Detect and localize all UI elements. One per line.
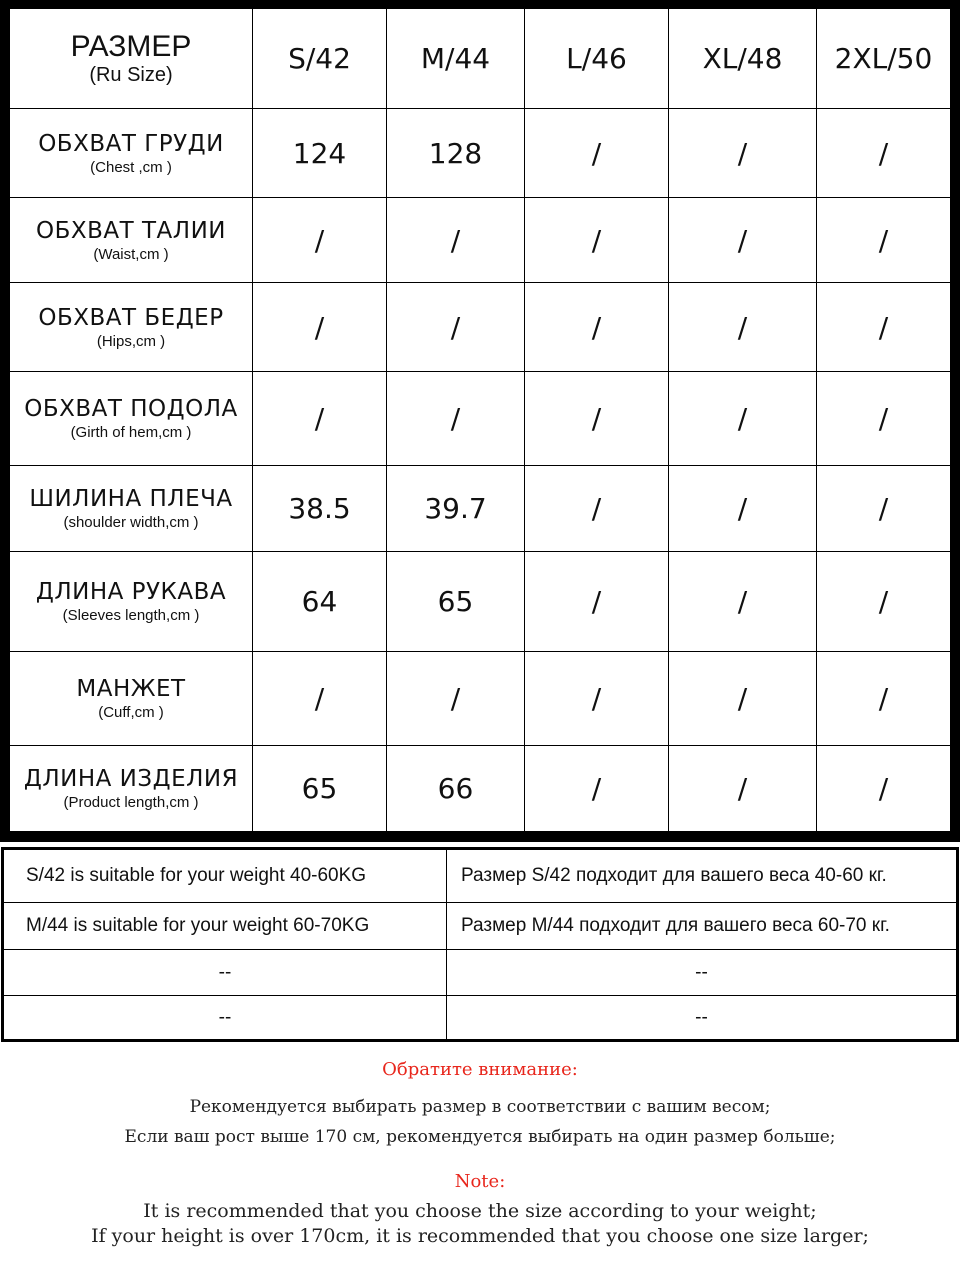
measurement-label-cell — [10, 652, 252, 745]
ru-note-title: Обратите внимание: — [382, 1059, 578, 1080]
measurement-value-cell: / — [669, 652, 816, 745]
weight-en-cell: S/42 is suitable for your weight 40-60KG — [4, 850, 446, 902]
measurement-value-cell: 39.7 — [387, 466, 524, 551]
measurement-value-cell: / — [669, 552, 816, 651]
weight-recommendation-table — [1, 847, 959, 1042]
ru-note-line-2: Если ваш рост выше 170 см, рекомендуется выбирать на один размер больше; — [124, 1127, 836, 1147]
measurement-name-en: (shoulder width,cm ) — [63, 514, 199, 531]
measurement-value-cell: / — [817, 283, 950, 371]
measurement-name-ru: ОБХВАТ БЕДЕР — [38, 304, 224, 331]
measurement-value-cell: / — [525, 283, 668, 371]
measurement-value-cell: / — [669, 466, 816, 551]
measurement-value-cell: / — [525, 198, 668, 282]
measurement-value-cell: / — [253, 283, 386, 371]
ru-note-line-1: Рекомендуется выбирать размер в соответствии с вашим весом; — [189, 1097, 771, 1117]
measurement-value-cell: / — [817, 466, 950, 551]
measurement-value-cell: / — [669, 746, 816, 831]
measurement-name-en: (Chest ,cm ) — [90, 158, 172, 176]
measurement-value-cell: / — [253, 372, 386, 465]
measurement-value-cell: / — [669, 109, 816, 197]
measurement-value-cell: / — [387, 283, 524, 371]
measurement-name-ru: ДЛИНА РУКАВА — [35, 579, 227, 605]
weight-ru-cell: -- — [447, 950, 956, 995]
size-header: 2XL/50 — [817, 9, 950, 108]
measurement-value-cell: / — [817, 198, 950, 282]
en-note-title: Note: — [454, 1171, 506, 1192]
measurement-label-cell — [10, 746, 252, 831]
measurement-value-cell: / — [387, 372, 524, 465]
measurement-value-cell: 38.5 — [253, 466, 386, 551]
measurement-value-cell: / — [817, 746, 950, 831]
measurement-value-cell: / — [669, 283, 816, 371]
weight-ru-cell: -- — [447, 996, 956, 1039]
measurement-value-cell: 128 — [387, 109, 524, 197]
measurement-value-cell: / — [817, 652, 950, 745]
measurement-value-cell: / — [669, 198, 816, 282]
measurement-name-ru: ОБХВАТ ГРУДИ — [38, 130, 224, 157]
measurement-value-cell: / — [817, 552, 950, 651]
header-title: РАЗМЕР — [70, 30, 192, 63]
measurement-value-cell: / — [525, 109, 668, 197]
measurement-value-cell: / — [253, 198, 386, 282]
measurement-value-cell: / — [387, 652, 524, 745]
measurement-value-cell: 65 — [253, 746, 386, 831]
measurement-value-cell: / — [669, 372, 816, 465]
en-note-line-1: It is recommended that you choose the size according to your weight; — [143, 1200, 817, 1222]
measurement-label-cell — [10, 552, 252, 651]
header-size-label-cell — [10, 9, 252, 108]
measurement-value-cell: 124 — [253, 109, 386, 197]
measurement-value-cell: / — [525, 552, 668, 651]
measurement-value-cell: / — [525, 652, 668, 745]
measurement-name-en: (Waist,cm ) — [93, 245, 169, 263]
measurement-value-cell: / — [387, 198, 524, 282]
measurement-label-cell — [10, 109, 252, 197]
measurement-name-en: (Girth of hem,cm ) — [70, 424, 192, 441]
measurement-value-cell: 66 — [387, 746, 524, 831]
weight-en-cell: M/44 is suitable for your weight 60-70KG — [4, 903, 446, 949]
size-header: M/44 — [387, 9, 524, 108]
measurement-value-cell: 64 — [253, 552, 386, 651]
measurement-value-cell: / — [817, 109, 950, 197]
header-subtitle: (Ru Size) — [89, 64, 173, 86]
weight-ru-cell: Размер S/42 подходит для вашего веса 40-60 кг. — [447, 850, 956, 902]
measurement-label-cell — [10, 372, 252, 465]
measurement-name-ru: ДЛИНА ИЗДЕЛИЯ — [23, 766, 239, 792]
measurement-label-cell — [10, 283, 252, 371]
measurement-value-cell: / — [817, 372, 950, 465]
size-header: XL/48 — [669, 9, 816, 108]
measurement-label-cell — [10, 198, 252, 282]
measurement-name-ru: ОБХВАТ ТАЛИИ — [36, 217, 226, 244]
measurement-value-cell: / — [525, 746, 668, 831]
measurement-name-ru: МАНЖЕТ — [76, 676, 186, 702]
measurement-name-en: (Hips,cm ) — [96, 332, 166, 350]
measurement-value-cell: / — [525, 466, 668, 551]
measurement-value-cell: 65 — [387, 552, 524, 651]
en-note-line-2: If your height is over 170cm, it is recommended that you choose one size larger; — [91, 1225, 869, 1247]
measurement-name-en: (Product length,cm ) — [63, 794, 199, 811]
measurement-name-ru: ШИЛИНА ПЛЕЧА — [29, 486, 233, 512]
weight-en-cell: -- — [4, 950, 446, 995]
measurement-label-cell — [10, 466, 252, 551]
measurement-value-cell: / — [525, 372, 668, 465]
weight-en-cell: -- — [4, 996, 446, 1039]
measurement-name-en: (Sleeves length,cm ) — [62, 607, 200, 624]
measurement-name-en: (Cuff,cm ) — [98, 704, 164, 721]
measurement-name-ru: ОБХВАТ ПОДОЛА — [24, 396, 238, 422]
weight-ru-cell: Размер M/44 подходит для вашего веса 60-70 кг. — [447, 903, 956, 949]
size-header: S/42 — [253, 9, 386, 108]
measurement-value-cell: / — [253, 652, 386, 745]
size-header: L/46 — [525, 9, 668, 108]
